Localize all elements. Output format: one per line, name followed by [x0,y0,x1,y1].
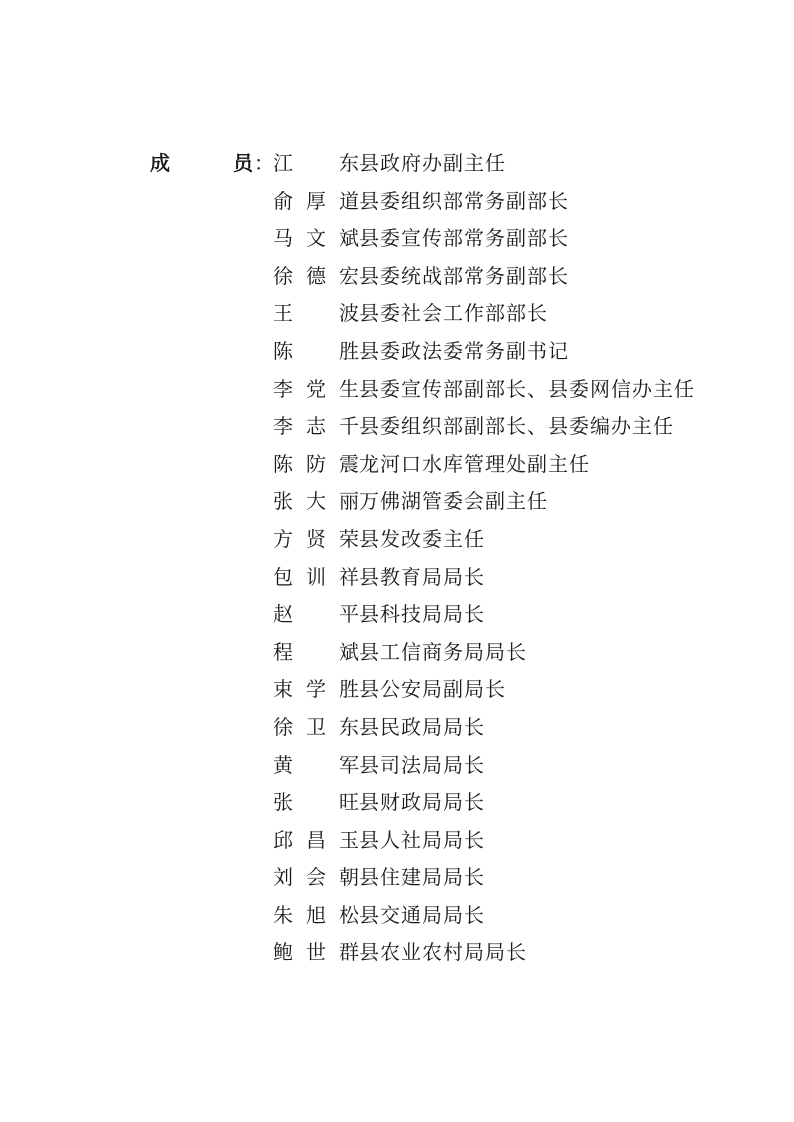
member-name: 李志千 [273,414,359,439]
member-row [273,859,695,897]
member-row [273,784,695,822]
member-title: 县住建局局长 [359,865,485,890]
member-name-char: 波 [339,301,359,326]
member-title: 万佛湖管委会副主任 [359,489,548,514]
member-name-char: 江 [273,151,293,175]
member-title: 县委政法委常务副书记 [359,338,569,363]
member-name-char: 陈 [273,338,293,363]
member-row [273,709,695,747]
member-row [273,371,695,409]
member-name: 方贤荣 [273,526,359,551]
member-title: 县委组织部常务副部长 [359,188,569,213]
member-name-char: 军 [339,752,359,777]
member-name: 邱昌玉 [273,827,359,852]
members-label-colon: ： [254,151,274,175]
member-row [273,634,695,672]
member-title: 县教育局局长 [359,564,485,589]
member-name-char: 旺 [339,790,359,815]
member-title: 县交通局局长 [359,902,485,927]
member-name: 徐德宏 [273,263,359,288]
member-row [273,295,695,333]
member-name: 朱旭松 [273,902,359,927]
member-title: 县政府办副主任 [359,151,506,175]
member-name-char: 东 [339,151,359,175]
member-title: 县人社局局长 [359,827,485,852]
member-name [273,634,359,672]
member-title: 县公安局副局长 [359,677,506,702]
member-name [273,145,359,183]
member-name: 李党生 [273,376,359,401]
member-row [273,183,695,221]
member-row [273,822,695,860]
member-name: 鲍世群 [273,940,359,965]
member-name [273,596,359,634]
member-title: 县财政局局长 [359,790,485,815]
member-title: 县发改委主任 [359,526,485,551]
member-row [273,596,695,634]
member-row [273,559,695,597]
members-label-char-2: 员 [233,151,253,175]
member-title: 龙河口水库管理处副主任 [359,451,590,476]
member-row [273,897,695,935]
member-row [273,145,695,183]
member-name-char: 程 [273,639,293,664]
member-title: 县民政局局长 [359,714,485,739]
member-title: 县司法局局长 [359,752,485,777]
member-title: 县委宣传部常务副部长 [359,226,569,251]
member-name-char: 黄 [273,752,293,777]
member-row [273,483,695,521]
member-title: 县委社会工作部部长 [359,301,548,326]
member-name: 束学胜 [273,677,359,702]
member-name: 包训祥 [273,564,359,589]
member-name: 徐卫东 [273,714,359,739]
member-name [273,747,359,785]
member-name-char: 平 [339,602,359,627]
member-row [273,220,695,258]
member-row [273,446,695,484]
member-name [273,784,359,822]
member-name-char: 张 [273,790,293,815]
member-row [273,671,695,709]
member-name: 俞厚道 [273,188,359,213]
member-name [273,295,359,333]
member-title: 县工信商务局局长 [359,639,527,664]
member-row [273,934,695,972]
member-title: 县农业农村局局长 [359,940,527,965]
member-title: 县委组织部副部长、县委编办主任 [359,414,674,439]
member-name: 陈防震 [273,451,359,476]
member-row [273,747,695,785]
member-row [273,258,695,296]
member-name-char: 王 [273,301,293,326]
member-name-char: 斌 [339,639,359,664]
member-name-char: 赵 [273,602,293,627]
member-row [273,521,695,559]
member-title: 县科技局局长 [359,602,485,627]
member-name [273,333,359,371]
members-label-char-1: 成 [150,151,170,175]
member-list [273,145,695,972]
member-name-char: 胜 [339,338,359,363]
member-name: 刘会朝 [273,865,359,890]
member-title: 县委宣传部副部长、县委网信办主任 [359,376,695,401]
member-row [273,408,695,446]
member-title: 县委统战部常务副部长 [359,263,569,288]
member-name: 张大丽 [273,489,359,514]
member-row [273,333,695,371]
member-name: 马文斌 [273,226,359,251]
